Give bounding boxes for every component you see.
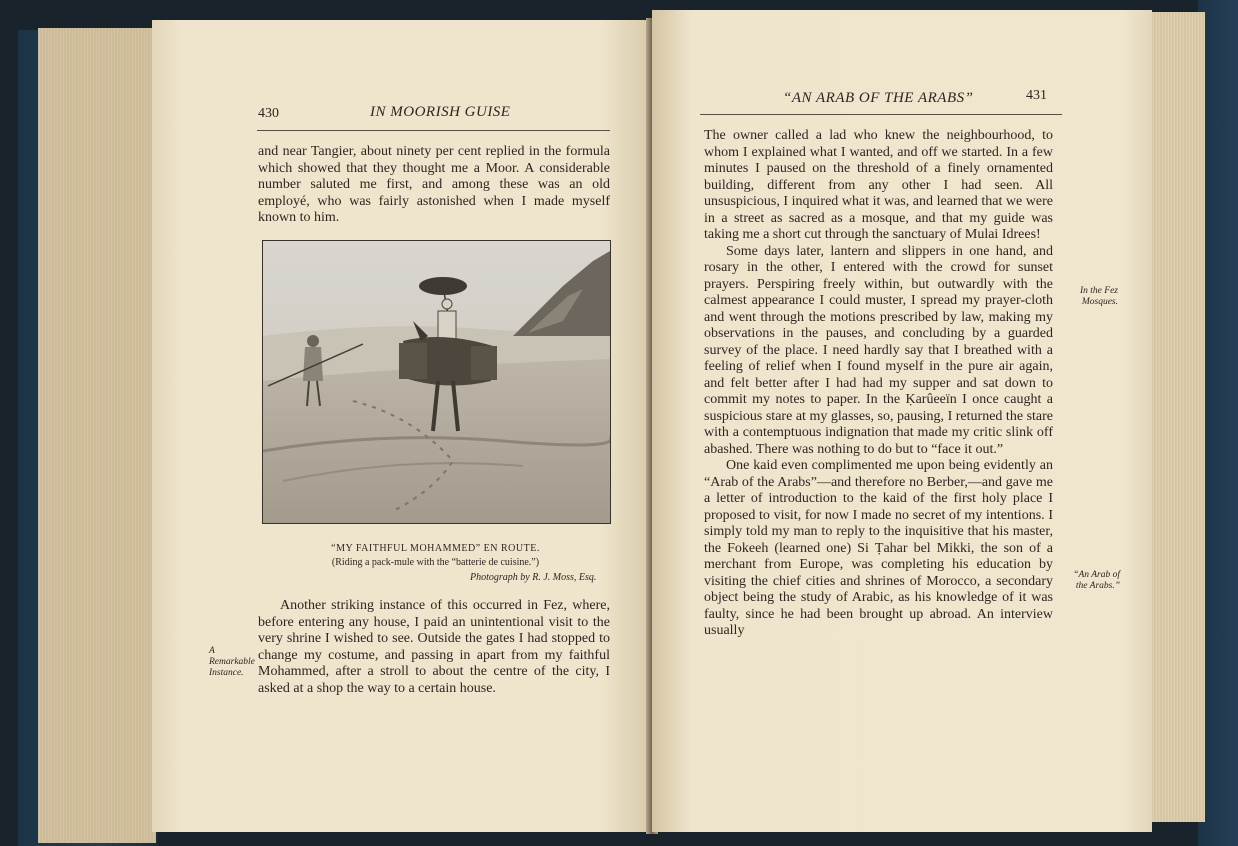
right-page-number: 431 [1026, 88, 1047, 103]
sidenote-remarkable-instance: A Remarkable Instance. [209, 646, 255, 678]
page-edges-right [1143, 12, 1205, 822]
right-header-rule [700, 114, 1062, 115]
left-para-1: and near Tangier, about ninety per cent replied in the formula which showed that they thought me a Moor. A considerable number saluted me first, and among these was an old employé, who was fairly astonished when I made myself known to him. [258, 144, 610, 225]
left-para-2: Another striking instance of this occurred in Fez, where, before entering any house, I paid an unintentional visit to the very shrine I wished to see. Outside the gates I had stopped to change my costume, and passing in apart from my faithful Mohammed, after a stroll to about the centre of the city, I asked at a shop the way to a certain house. [258, 598, 610, 696]
photograph-mohammed-en-route [262, 240, 611, 524]
right-body [704, 128, 1053, 640]
left-header-rule [257, 130, 610, 131]
right-running-head: “AN ARAB OF THE ARABS” [783, 90, 974, 106]
photo-caption-title: “MY FAITHFUL MOHAMMED” EN ROUTE. [331, 543, 540, 554]
right-para-2: Some days later, lantern and slippers in one hand, and rosary in the other, I entered with the crowd for sunset prayers. Perspiring freely within, but outwardly with the calmest appearance I could muster, I spread my prayer-cloth and went through the motions prescribed by law, making my observations in the pauses, and concluding by a guarded survey of the place. I need hardly say that I breathed with a feeling of relief when I found myself in the pure air again, and felt better after I had had my supper and sat down to commit my notes to paper. In the Ḳarûeeïn I once caught a suspicious stare at my glasses, so, pausing, I returned the stare with a contemptuous indignation that made my critic slink off abashed. There was nothing to do but to “face it out.” [704, 243, 1053, 457]
right-para-1: The owner called a lad who knew the neighbourhood, to whom I explained what I wanted, and off we started. In a few minutes I paused on the threshold of a finely ornamented building, different from any other I had seen. All unsuspicious, I inquired what it was, and learned that we were in a street as sacred as a mosque, and that my guide was taking me a short cut through the sanctuary of Mulai Idrees! [704, 128, 1053, 242]
left-page-number: 430 [258, 106, 279, 121]
left-running-head: IN MOORISH GUISE [370, 104, 511, 120]
photo-credit: Photograph by R. J. Moss, Esq. [470, 572, 597, 583]
page-edges-left [38, 28, 156, 843]
photo-caption-subtitle: (Riding a pack-mule with the “batterie de cuisine.”) [331, 557, 540, 568]
sidenote-arab-of-arabs: “An Arab of the Arabs.” [1073, 570, 1120, 591]
right-para-3: One kaid even complimented me upon being evidently an “Arab of the Arabs”—and therefore no Berber,—and gave me a letter of introduction to the kaid of the first holy place I proposed to visit, for now I made no secret of my intentions. I simply told my man to reply to the inquisitive that his master, the Fokeeh (learned one) Si Ṭahar bel Mikki, the son of a merchant from Europe, was completing his education by visiting the chief cities and shrines of Morocco, a secondary object being the study of Arabic, as his knowledge of it was faulty, since he had been brought up abroad. An interview usually [704, 458, 1053, 638]
sidenote-fez-mosques: In the Fez Mosques. [1080, 286, 1118, 307]
